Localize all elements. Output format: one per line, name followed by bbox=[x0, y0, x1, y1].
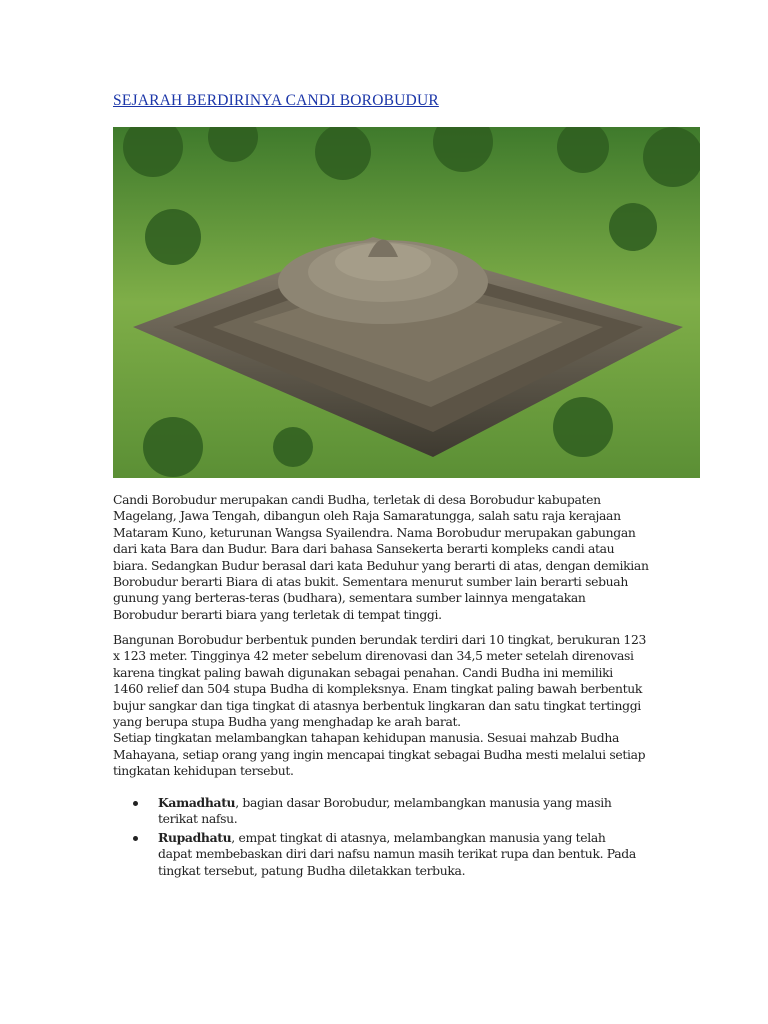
text-line: dari kata Bara dan Budur. Bara dari bahasa Sansekerta berarti kompleks candi atau bbox=[113, 541, 615, 557]
term: Rupadhatu bbox=[158, 829, 232, 845]
text-line: Mahayana, setiap orang yang ingin mencapai tingkat sebagai Budha mesti melalui setiap bbox=[113, 746, 646, 762]
text-line: bujur sangkar dan tiga tingkat di atasnya berbentuk lingkaran dan satu tingkat tertinggi bbox=[113, 697, 641, 713]
text-line: Bangunan Borobudur berbentuk punden berundak terdiri dari 10 tingkat, berukuran 123 bbox=[113, 632, 647, 647]
text-line: biara. Sedangkan Budur berasal dari kata Beduhur yang berarti di atas, dengan demikian bbox=[113, 557, 649, 573]
text-line: , empat tingkat di atasnya, melambangkan manusia yang telah bbox=[231, 829, 606, 845]
text-line: tingkatan kehidupan tersebut. bbox=[113, 763, 294, 779]
text-line: tingkat tersebut, patung Budha diletakkan terbuka. bbox=[158, 862, 466, 878]
paragraph-structure bbox=[113, 632, 646, 780]
bullet-list bbox=[113, 795, 636, 881]
text-line: Setiap tingkatan melambangkan tahapan kehidupan manusia. Sesuai mahzab Budha bbox=[113, 730, 620, 746]
text-line: Candi Borobudur merupakan candi Budha, terletak di desa Borobudur kabupaten bbox=[113, 492, 601, 507]
term: Kamadhatu bbox=[158, 795, 236, 810]
text-line: terikat nafsu. bbox=[158, 811, 238, 827]
text-line: Borobudur berarti Biara di atas bukit. Sementara menurut sumber lain berarti sebuah bbox=[113, 574, 628, 590]
document-title[interactable]: SEJARAH BERDIRINYA CANDI BOROBUDUR bbox=[113, 92, 439, 109]
text-line: karena tingkat paling bawah digunakan sebagai penahan. Candi Budha ini memiliki bbox=[113, 664, 613, 680]
list-item-rupadhatu bbox=[113, 830, 636, 879]
text-line: dapat membebaskan diri dari nafsu namun masih terikat rupa dan bentuk. Pada bbox=[158, 846, 636, 862]
text-line: gunung yang berteras-teras (budhara), sementara sumber lainnya mengatakan bbox=[113, 590, 586, 606]
text-line: Magelang, Jawa Tengah, dibangun oleh Raja Samaratungga, salah satu raja kerajaan bbox=[113, 508, 621, 524]
text-line: 1460 relief dan 504 stupa Budha di kompleksnya. Enam tingkat paling bawah berbentuk bbox=[113, 681, 643, 697]
bullet-icon bbox=[133, 836, 138, 841]
borobudur-photo bbox=[113, 127, 700, 478]
text-line: Borobudur berarti biara yang terletak di tempat tinggi. bbox=[113, 606, 442, 622]
text-line: yang berupa stupa Budha yang menghadap ke arah barat. bbox=[113, 714, 461, 730]
bullet-icon bbox=[133, 801, 138, 806]
text-line: , bagian dasar Borobudur, melambangkan manusia yang masih bbox=[235, 795, 612, 810]
text-line: x 123 meter. Tingginya 42 meter sebelum direnovasi dan 34,5 meter setelah direnovasi bbox=[113, 648, 634, 664]
paragraph-history bbox=[113, 492, 649, 623]
list-item-kamadhatu bbox=[113, 795, 636, 828]
text-line: Mataram Kuno, keturunan Wangsa Syailendra. Nama Borobudur merupakan gabungan bbox=[113, 524, 636, 540]
